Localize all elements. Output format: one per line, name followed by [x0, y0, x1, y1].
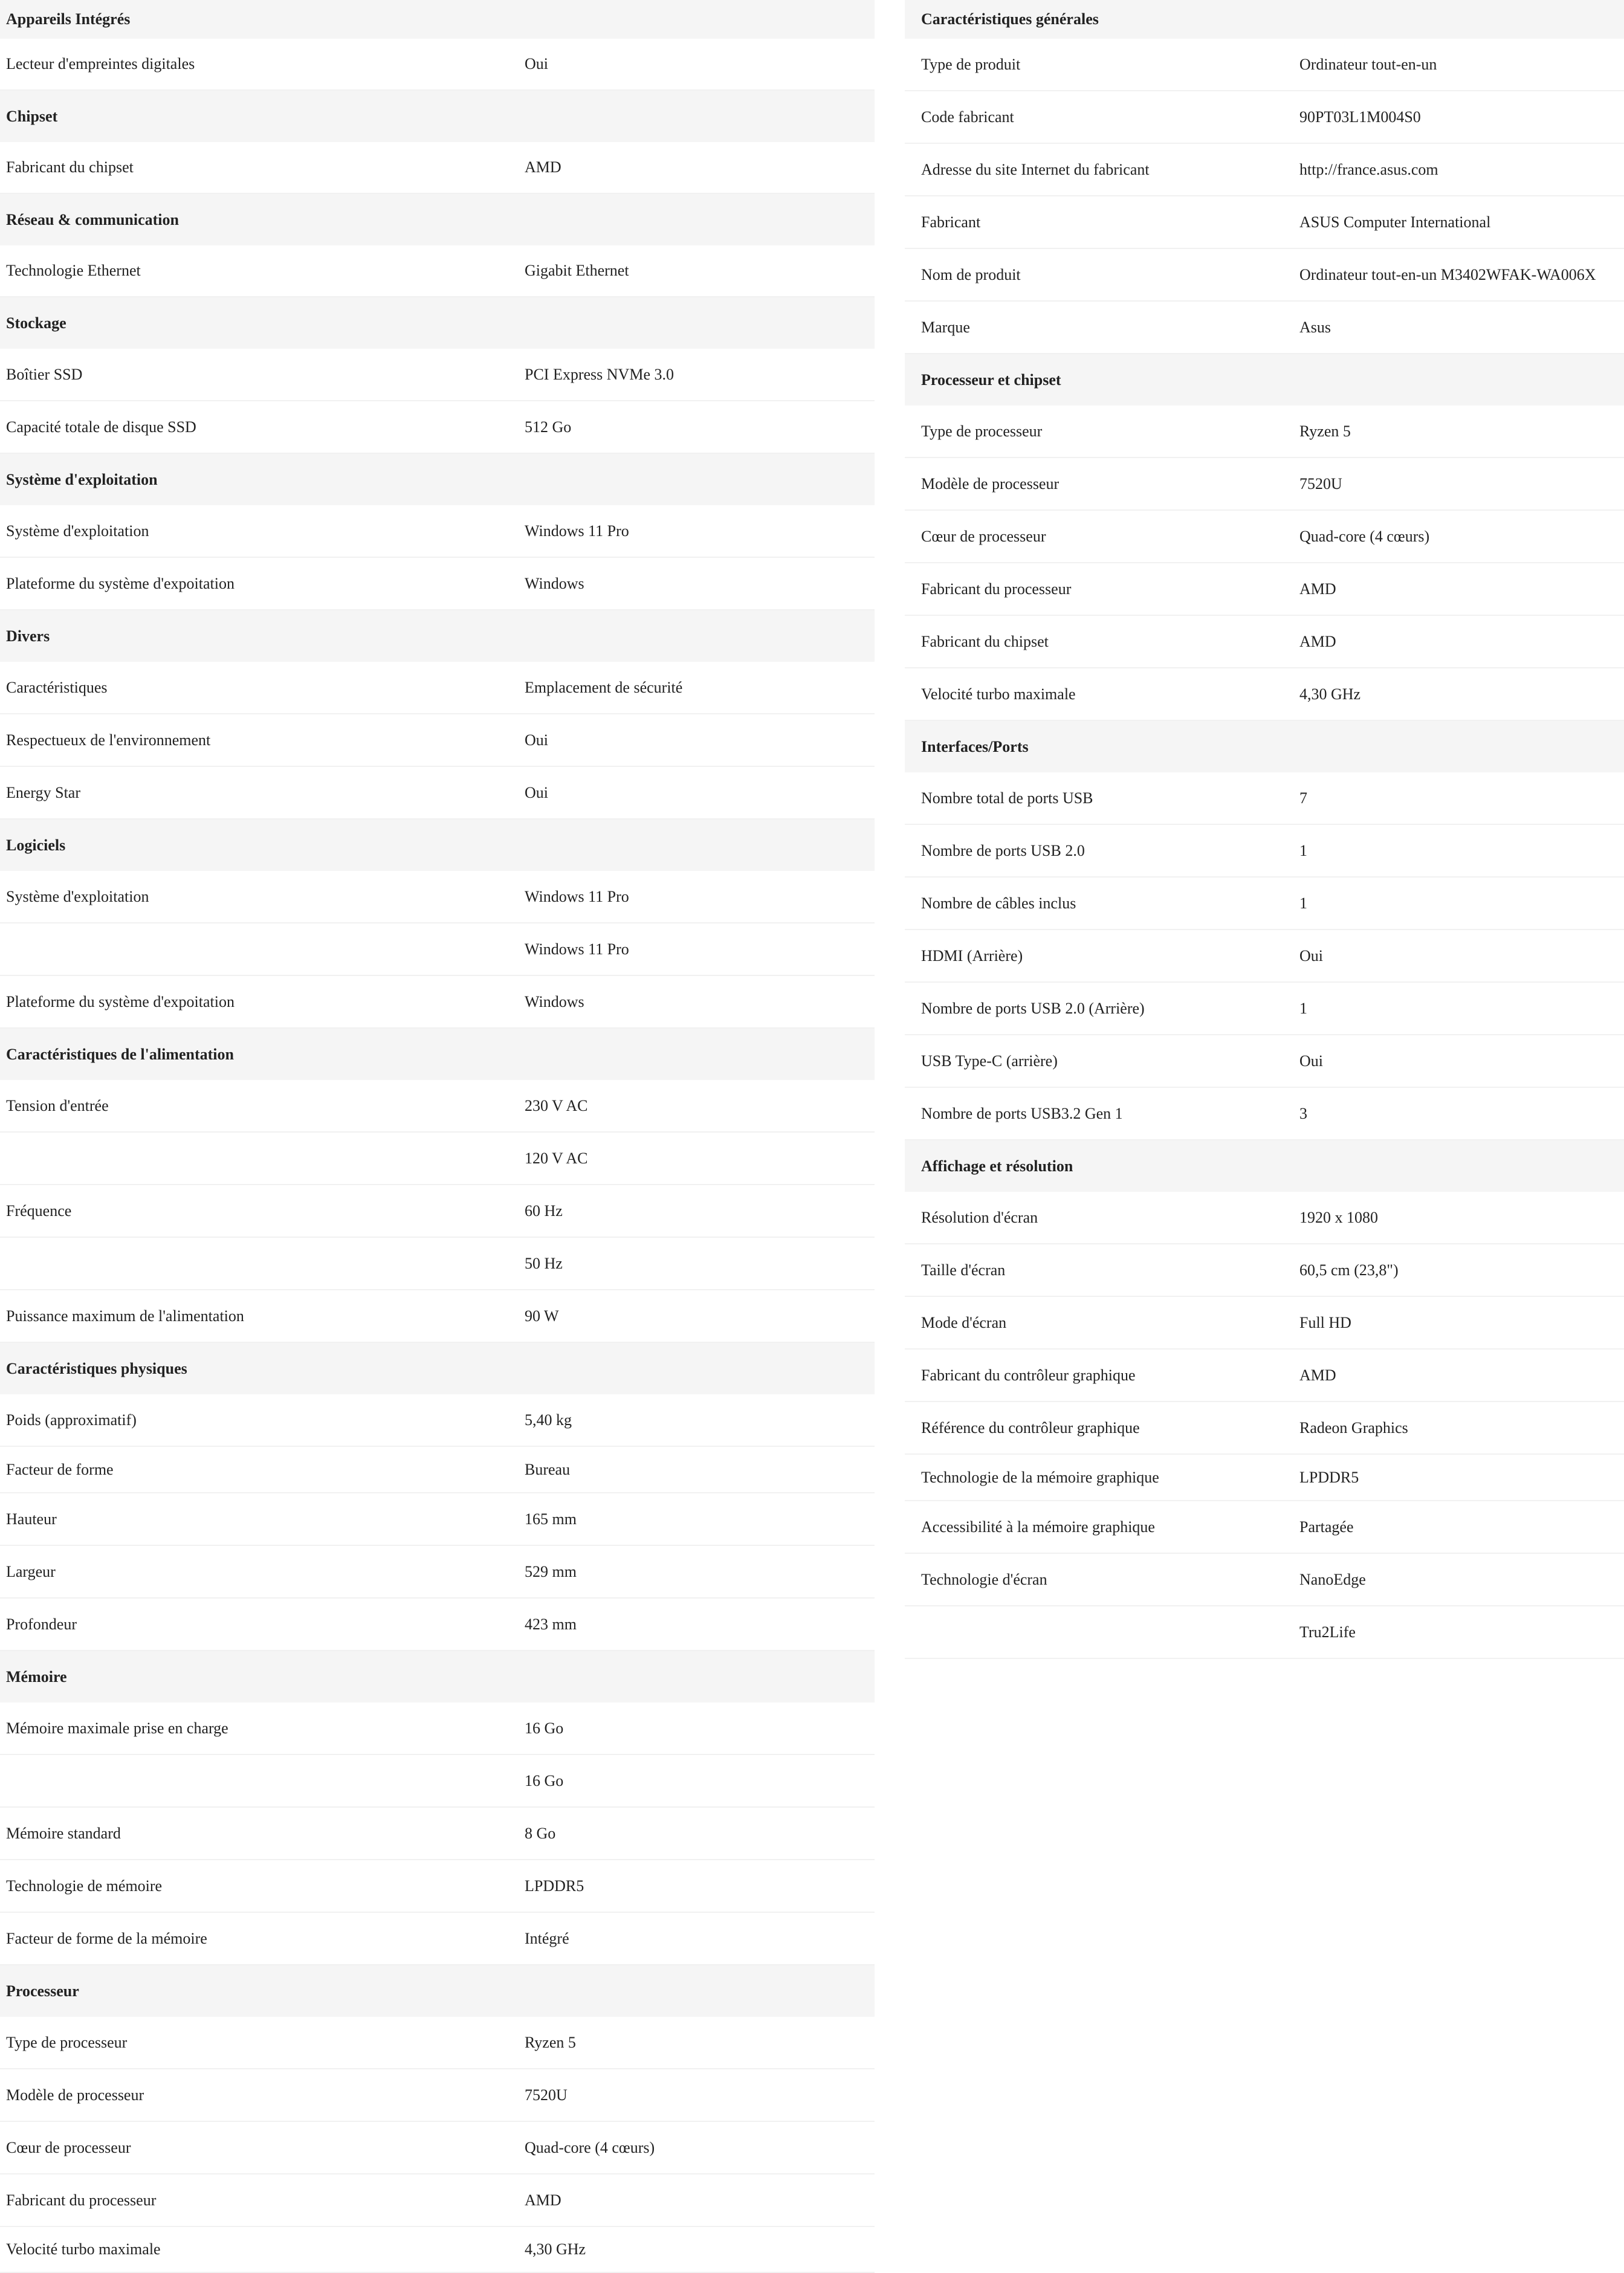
spec-label: Fabricant du chipset	[6, 158, 134, 176]
spec-value: 1	[1299, 999, 1307, 1017]
spec-value: 165 mm	[525, 1510, 577, 1528]
spec-row	[905, 1606, 1624, 1659]
section-title: Divers	[6, 627, 50, 645]
section-header	[0, 91, 875, 142]
spec-row	[905, 1554, 1624, 1606]
spec-row	[905, 1501, 1624, 1554]
spec-value: 90PT03L1M004S0	[1299, 108, 1421, 126]
spec-label: Mode d'écran	[921, 1313, 1007, 1331]
section-header	[0, 194, 875, 245]
spec-value: AMD	[1299, 1366, 1336, 1384]
spec-label: Technologie Ethernet	[6, 262, 141, 279]
spec-label: Fabricant	[921, 213, 981, 231]
spec-label: Cœur de processeur	[6, 2138, 131, 2156]
section-header	[905, 0, 1624, 39]
spec-row	[0, 714, 875, 767]
spec-label: Nombre total de ports USB	[921, 789, 1093, 807]
spec-row	[905, 563, 1624, 616]
spec-row	[0, 1860, 875, 1913]
spec-row	[905, 1455, 1624, 1501]
spec-value: 8 Go	[525, 1824, 556, 1842]
spec-row	[0, 2017, 875, 2069]
spec-row	[0, 39, 875, 91]
spec-label: Marque	[921, 318, 970, 336]
section-header	[905, 721, 1624, 772]
spec-label: Taille d'écran	[921, 1261, 1006, 1279]
spec-value: 90 W	[525, 1307, 559, 1325]
spec-value: 1	[1299, 894, 1307, 912]
spec-value: Partagée	[1299, 1518, 1354, 1536]
spec-label: Tension d'entrée	[6, 1096, 109, 1114]
spec-value: Radeon Graphics	[1299, 1418, 1408, 1437]
spec-value: PCI Express NVMe 3.0	[525, 365, 674, 383]
section-title: Affichage et résolution	[921, 1157, 1073, 1175]
spec-label: Capacité totale de disque SSD	[6, 418, 196, 436]
spec-value: 50 Hz	[525, 1254, 563, 1272]
spec-value: Windows 11 Pro	[525, 887, 629, 905]
spec-row	[905, 668, 1624, 721]
spec-value: 230 V AC	[525, 1096, 588, 1114]
spec-row	[905, 458, 1624, 511]
right-spec-column	[905, 0, 1624, 1659]
section-title: Logiciels	[6, 836, 66, 854]
spec-value: Oui	[525, 783, 548, 801]
spec-label: Code fabricant	[921, 108, 1014, 126]
spec-value: Windows	[525, 992, 584, 1010]
spec-row	[0, 1290, 875, 1343]
spec-label: Largeur	[6, 1562, 56, 1580]
spec-value: AMD	[525, 2191, 561, 2209]
spec-label: Profondeur	[6, 1615, 77, 1633]
spec-row	[0, 1546, 875, 1599]
spec-label: Velocité turbo maximale	[921, 685, 1076, 703]
spec-value: 120 V AC	[525, 1149, 588, 1167]
section-title: Caractéristiques physiques	[6, 1359, 187, 1377]
spec-row	[905, 249, 1624, 302]
spec-value: Ryzen 5	[1299, 422, 1351, 440]
spec-value: 512 Go	[525, 418, 572, 436]
spec-label: Technologie de la mémoire graphique	[921, 1468, 1159, 1486]
spec-value: LPDDR5	[525, 1877, 584, 1895]
spec-row	[0, 1133, 875, 1185]
spec-value: 1920 x 1080	[1299, 1208, 1378, 1226]
section-header	[0, 454, 875, 505]
spec-row	[0, 245, 875, 297]
spec-row	[0, 1394, 875, 1447]
spec-row	[905, 91, 1624, 144]
spec-value: LPDDR5	[1299, 1468, 1359, 1486]
spec-value: 423 mm	[525, 1615, 577, 1633]
section-header	[0, 1343, 875, 1394]
spec-label: Adresse du site Internet du fabricant	[921, 160, 1150, 178]
spec-row	[0, 558, 875, 610]
spec-value: 1	[1299, 841, 1307, 859]
spec-row	[0, 505, 875, 558]
section-header	[0, 1029, 875, 1080]
spec-value: Oui	[1299, 946, 1323, 965]
spec-label: USB Type-C (arrière)	[921, 1052, 1058, 1070]
spec-value: 529 mm	[525, 1562, 577, 1580]
spec-row	[0, 2227, 875, 2273]
spec-value: AMD	[1299, 580, 1336, 598]
spec-value: Tru2Life	[1299, 1623, 1356, 1641]
spec-row	[905, 930, 1624, 983]
spec-row	[0, 2122, 875, 2174]
section-header	[0, 1965, 875, 2017]
spec-row	[905, 1297, 1624, 1350]
spec-label: Nombre de ports USB 2.0	[921, 841, 1085, 859]
spec-label: Fréquence	[6, 1201, 72, 1220]
spec-row	[905, 144, 1624, 196]
spec-label: Fabricant du processeur	[6, 2191, 157, 2209]
spec-label: Mémoire maximale prise en charge	[6, 1719, 228, 1737]
spec-label: Cœur de processeur	[921, 527, 1046, 545]
spec-value: 4,30 GHz	[1299, 685, 1361, 703]
section-title: Caractéristiques générales	[921, 10, 1099, 28]
spec-label: Référence du contrôleur graphique	[921, 1418, 1140, 1437]
spec-row	[0, 1808, 875, 1860]
spec-row	[0, 767, 875, 820]
section-header	[905, 354, 1624, 406]
spec-label: Fabricant du chipset	[921, 632, 1049, 650]
spec-label: Nombre de ports USB3.2 Gen 1	[921, 1104, 1123, 1122]
spec-value: Gigabit Ethernet	[525, 262, 629, 279]
spec-row	[905, 772, 1624, 825]
spec-label: Lecteur d'empreintes digitales	[6, 55, 195, 73]
spec-label: Facteur de forme de la mémoire	[6, 1929, 207, 1947]
spec-row	[0, 2069, 875, 2122]
spec-value: Oui	[525, 731, 548, 749]
spec-row	[0, 1599, 875, 1651]
section-header	[0, 297, 875, 349]
spec-label: Mémoire standard	[6, 1824, 121, 1842]
spec-label: Système d'exploitation	[6, 522, 149, 540]
spec-value: 16 Go	[525, 1771, 564, 1790]
spec-value: AMD	[525, 158, 561, 176]
spec-row	[0, 976, 875, 1029]
spec-value: Oui	[1299, 1052, 1323, 1070]
spec-row	[0, 1238, 875, 1290]
spec-row	[905, 1402, 1624, 1455]
spec-row	[0, 1493, 875, 1546]
spec-label: Boîtier SSD	[6, 365, 83, 383]
spec-label: Puissance maximum de l'alimentation	[6, 1307, 244, 1325]
spec-row	[905, 302, 1624, 354]
spec-label: Type de processeur	[921, 422, 1043, 440]
spec-label: Modèle de processeur	[921, 474, 1059, 493]
section-header	[0, 1651, 875, 1702]
spec-value: http://france.asus.com	[1299, 160, 1438, 178]
spec-value: 5,40 kg	[525, 1411, 572, 1429]
spec-label: Accessibilité à la mémoire graphique	[921, 1518, 1155, 1536]
spec-label: Nom de produit	[921, 265, 1021, 283]
spec-label: Plateforme du système d'expoitation	[6, 574, 235, 592]
spec-value: Windows 11 Pro	[525, 940, 629, 958]
spec-label: Type de produit	[921, 55, 1021, 73]
spec-row	[0, 1755, 875, 1808]
section-header	[0, 610, 875, 662]
spec-value: 7520U	[1299, 474, 1342, 493]
section-title: Stockage	[6, 314, 66, 332]
spec-row	[905, 1244, 1624, 1297]
spec-row	[905, 878, 1624, 930]
spec-row	[0, 923, 875, 976]
spec-label: Fabricant du contrôleur graphique	[921, 1366, 1136, 1384]
spec-value: 16 Go	[525, 1719, 564, 1737]
spec-label: Nombre de ports USB 2.0 (Arrière)	[921, 999, 1145, 1017]
spec-label: Résolution d'écran	[921, 1208, 1038, 1226]
spec-row	[0, 1702, 875, 1755]
spec-row	[0, 401, 875, 454]
spec-label: Fabricant du processeur	[921, 580, 1072, 598]
spec-row	[905, 511, 1624, 563]
section-title: Processeur et chipset	[921, 370, 1061, 389]
spec-row	[905, 1350, 1624, 1402]
spec-label: Type de processeur	[6, 2033, 128, 2051]
spec-row	[905, 1192, 1624, 1244]
section-title: Processeur	[6, 1982, 79, 2000]
section-header	[0, 0, 875, 39]
spec-value: Emplacement de sécurité	[525, 678, 683, 696]
spec-value: Ordinateur tout-en-un	[1299, 55, 1437, 73]
section-title: Mémoire	[6, 1667, 67, 1686]
spec-value: 4,30 GHz	[525, 2240, 586, 2258]
spec-value: 7520U	[525, 2086, 568, 2104]
section-title: Réseau & communication	[6, 210, 179, 228]
spec-row	[905, 406, 1624, 458]
spec-row	[905, 983, 1624, 1035]
spec-row	[0, 662, 875, 714]
spec-label: Technologie d'écran	[921, 1570, 1047, 1588]
section-title: Chipset	[6, 107, 58, 125]
spec-row	[905, 825, 1624, 878]
spec-row	[0, 1913, 875, 1965]
spec-label: Facteur de forme	[6, 1460, 114, 1478]
spec-label: Technologie de mémoire	[6, 1877, 163, 1895]
spec-value: Ordinateur tout-en-un M3402WFAK-WA006X	[1299, 265, 1596, 283]
spec-value: Full HD	[1299, 1313, 1351, 1331]
spec-value: Asus	[1299, 318, 1331, 336]
spec-row	[0, 871, 875, 923]
spec-row	[0, 1447, 875, 1493]
spec-row	[905, 1035, 1624, 1088]
spec-row	[905, 616, 1624, 668]
spec-label: Energy Star	[6, 783, 80, 801]
spec-value: 3	[1299, 1104, 1307, 1122]
spec-label: Hauteur	[6, 1510, 57, 1528]
spec-row	[0, 349, 875, 401]
section-header	[905, 1140, 1624, 1192]
spec-value: ASUS Computer International	[1299, 213, 1491, 231]
spec-value: AMD	[1299, 632, 1336, 650]
spec-value: 7	[1299, 789, 1307, 807]
spec-row	[0, 142, 875, 194]
spec-label: Poids (approximatif)	[6, 1411, 137, 1429]
spec-row	[0, 1080, 875, 1133]
spec-value: Oui	[525, 55, 548, 73]
spec-label: HDMI (Arrière)	[921, 946, 1023, 965]
section-title: Système d'exploitation	[6, 470, 158, 488]
spec-value: Windows 11 Pro	[525, 522, 629, 540]
section-title: Appareils Intégrés	[6, 10, 131, 28]
spec-value: Bureau	[525, 1460, 571, 1478]
spec-value: NanoEdge	[1299, 1570, 1366, 1588]
spec-row	[0, 1185, 875, 1238]
spec-value: 60 Hz	[525, 1201, 563, 1220]
spec-value: Quad-core (4 cœurs)	[1299, 527, 1430, 545]
section-title: Caractéristiques de l'alimentation	[6, 1045, 234, 1063]
spec-row	[905, 1088, 1624, 1140]
spec-value: Ryzen 5	[525, 2033, 576, 2051]
spec-value: Windows	[525, 574, 584, 592]
spec-label: Velocité turbo maximale	[6, 2240, 161, 2258]
spec-label: Nombre de câbles inclus	[921, 894, 1076, 912]
spec-label: Caractéristiques	[6, 678, 108, 696]
section-title: Interfaces/Ports	[921, 737, 1029, 755]
section-header	[0, 820, 875, 871]
spec-label: Modèle de processeur	[6, 2086, 144, 2104]
spec-row	[905, 39, 1624, 91]
spec-value: Quad-core (4 cœurs)	[525, 2138, 655, 2156]
spec-row	[905, 196, 1624, 249]
spec-row	[0, 2174, 875, 2227]
spec-value: Intégré	[525, 1929, 569, 1947]
spec-label: Système d'exploitation	[6, 887, 149, 905]
spec-label: Respectueux de l'environnement	[6, 731, 211, 749]
spec-label: Plateforme du système d'expoitation	[6, 992, 235, 1010]
spec-value: 60,5 cm (23,8")	[1299, 1261, 1399, 1279]
